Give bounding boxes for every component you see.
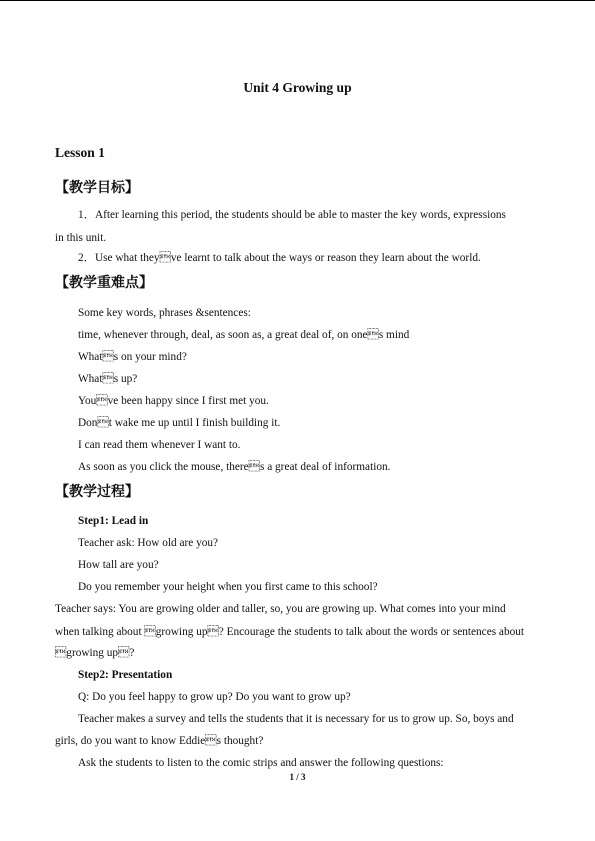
survey-line-2: girls, do you want to know Eddies thought? (55, 735, 264, 747)
step2-heading: Step2: Presentation (78, 669, 173, 681)
key-point-line: Youve been happy since I first met you. (78, 395, 269, 407)
step1-line: Do you remember your height when you first came to this school? (78, 581, 378, 593)
key-point-line: time, whenever through, deal, as soon as, a great deal of, on ones mind (78, 329, 410, 341)
step1-line: How tall are you? (78, 559, 159, 571)
objective-item-1-line-1: 1．After learning this period, the students should be able to master the key words, expressions (78, 209, 506, 221)
key-points-heading: 【教学重难点】 (55, 275, 153, 291)
top-border-line (0, 0, 595, 1)
objective-item-2: 2．Use what theyve learnt to talk about the ways or reason they learn about the world. (78, 252, 481, 264)
key-point-line: As soon as you click the mouse, theres a great deal of information. (78, 461, 391, 473)
teacher-says-line-3: growing up? (55, 647, 135, 659)
step1-line: Teacher ask: How old are you? (78, 537, 219, 549)
key-point-line: Some key words, phrases &sentences: (78, 307, 251, 319)
process-heading: 【教学过程】 (55, 484, 139, 500)
question-line: Q: Do you feel happy to grow up? Do you want to grow up? (78, 691, 351, 703)
survey-line-1: Teacher makes a survey and tells the students that it is necessary for us to grow up. So, boys and (78, 713, 514, 725)
teacher-says-line-2: when talking about growing up? Encourage the students to talk about the words or sentences about (55, 626, 525, 638)
objective-item-1-line-2: in this unit. (55, 232, 107, 244)
key-point-line: Dont wake me up until I finish building it. (78, 417, 281, 429)
key-point-line: Whats up? (78, 373, 138, 385)
step1-heading: Step1: Lead in (78, 515, 149, 527)
objectives-heading: 【教学目标】 (55, 180, 139, 196)
lesson-heading: Lesson 1 (55, 145, 105, 160)
teacher-says-line-1: Teacher says: You are growing older and taller, so, you are growing up. What comes into your mind (55, 603, 506, 615)
page-number: 1 / 3 (289, 772, 306, 782)
document-title: Unit 4 Growing up (243, 80, 352, 95)
key-point-line: I can read them whenever I want to. (78, 439, 241, 451)
key-point-line: Whats on your mind? (78, 351, 187, 363)
ask-line: Ask the students to listen to the comic strips and answer the following questions: (78, 757, 444, 769)
